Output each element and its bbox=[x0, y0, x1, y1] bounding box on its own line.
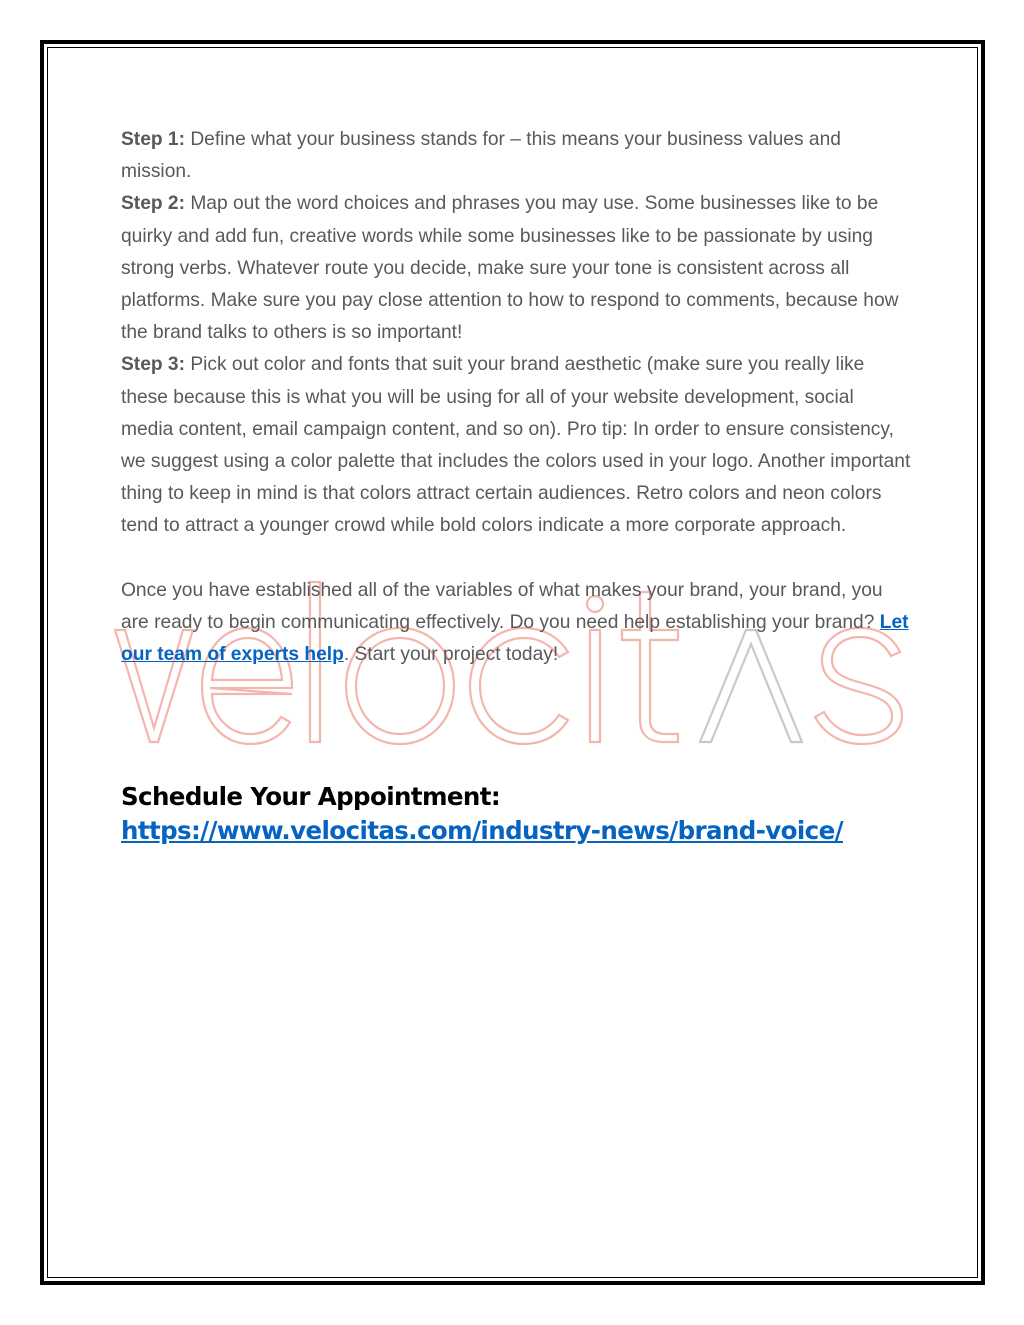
step-3-label: Step 3: bbox=[121, 354, 185, 376]
document-body bbox=[121, 124, 911, 671]
schedule-label: Schedule Your Appointment: bbox=[121, 782, 501, 811]
step-3-text: Pick out color and fonts that suit your brand aesthetic (make sure you really like these because this is what you will be using for all of your website development, social media content, email campaign content, and so on). Pro tip: In order to ensure consistency, we suggest using a color palette that includes the colors used in your logo. Another important thing to keep in mind is that colors attract certain audiences. Retro colors and neon colors tend to attract a younger crowd while bold colors indicate a more corporate approach. bbox=[121, 354, 911, 537]
experts-help-link[interactable]: Let our team of experts help bbox=[121, 611, 909, 666]
schedule-appointment bbox=[121, 780, 911, 848]
closing-text-after: . Start your project today! bbox=[343, 644, 559, 666]
closing-text-before: Once you have established all of the variables of what makes your brand, your brand, you are ready to begin communicating effectively. Do you need help establishing your brand? bbox=[121, 579, 883, 633]
step-1-text: Define what your business stands for – this means your business values and mission. bbox=[121, 129, 841, 183]
step-2-label: Step 2: bbox=[121, 193, 185, 215]
schedule-url-link[interactable]: https://www.velocitas.com/industry-news/brand-voice/ bbox=[121, 816, 843, 845]
step-1-paragraph bbox=[121, 124, 911, 188]
step-2-text: Map out the word choices and phrases you may use. Some businesses like to be quirky and add fun, creative words while some businesses like to be passionate by using strong verbs. Whatever route you decide, make sure your tone is consistent across all platforms. Make sure you pay close attention to how to respond to comments, because how the brand talks to others is so important! bbox=[121, 193, 899, 344]
step-3-paragraph bbox=[121, 349, 911, 542]
paragraph-spacer bbox=[121, 543, 911, 575]
step-2-paragraph bbox=[121, 188, 911, 349]
closing-paragraph bbox=[121, 575, 911, 672]
step-1-label: Step 1: bbox=[121, 129, 185, 150]
